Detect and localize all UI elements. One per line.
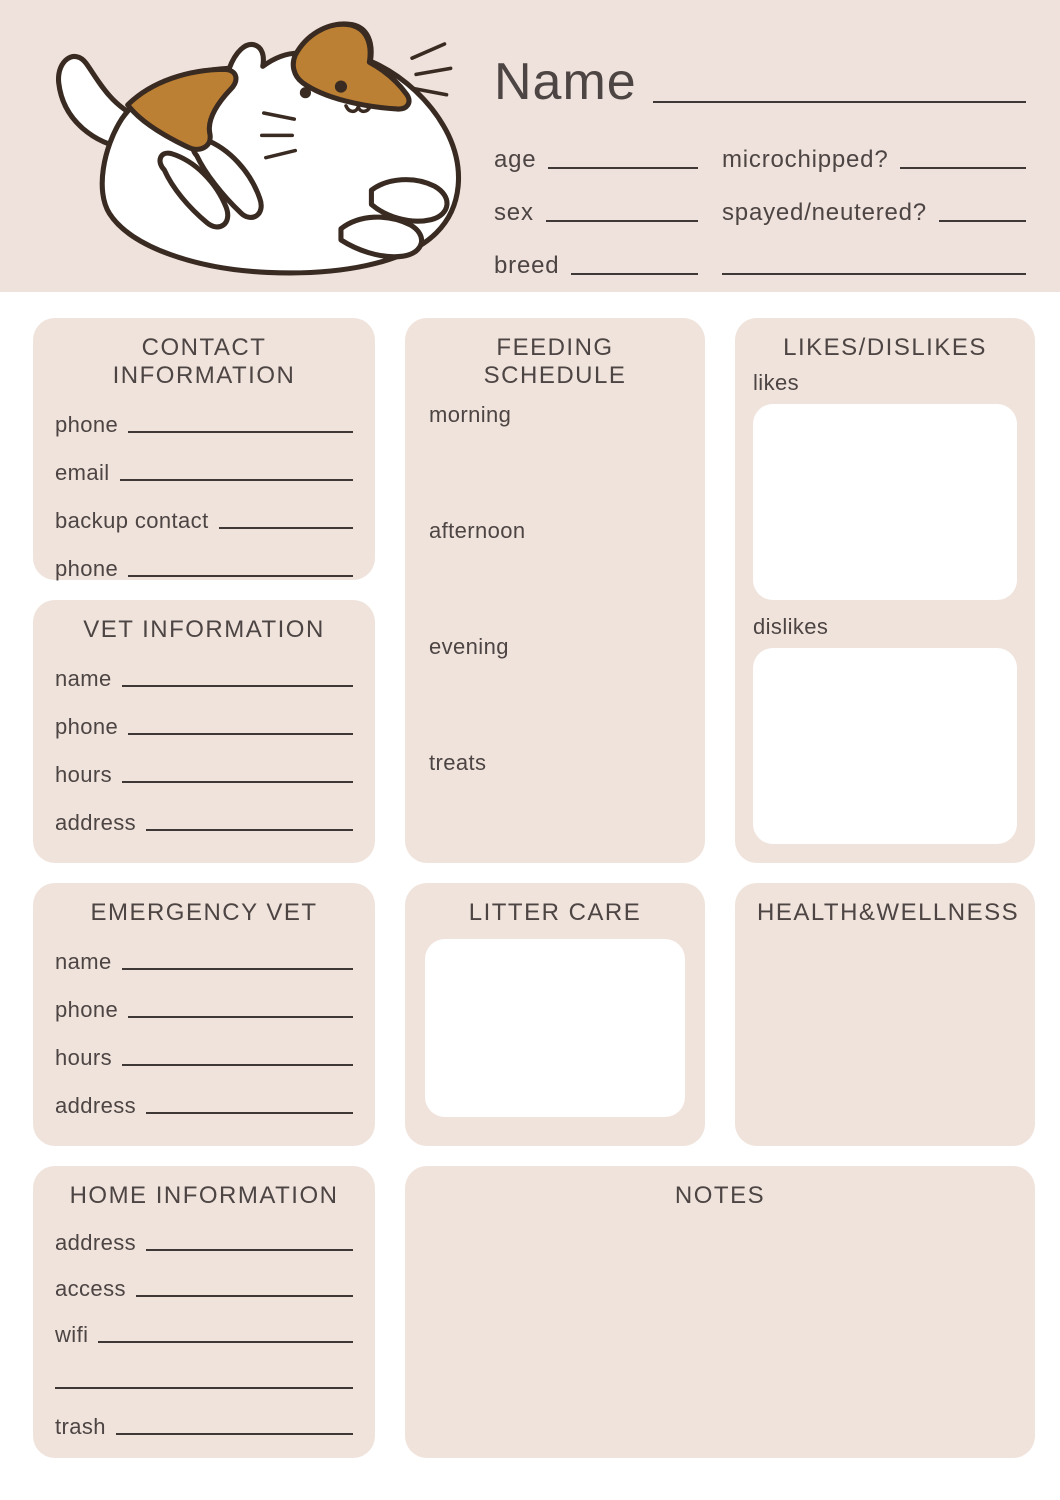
- hours-label: hours: [55, 1045, 113, 1070]
- phone-label: phone: [55, 556, 119, 581]
- email-input-line[interactable]: [120, 479, 353, 481]
- emergency-hours-row: [55, 1023, 353, 1071]
- litter-care-title: LITTER CARE: [468, 899, 642, 926]
- name-label: name: [55, 666, 112, 691]
- emergency-vet-title: EMERGENCY VET: [90, 899, 318, 926]
- home-access-input-line[interactable]: [136, 1295, 353, 1297]
- vet-hours-input-line[interactable]: [122, 781, 353, 783]
- feeding-schedule-title: FEEDING SCHEDULE: [483, 334, 627, 389]
- home-extra-input-line[interactable]: [55, 1387, 353, 1389]
- age-input-line[interactable]: [548, 167, 698, 169]
- cat-whisker: [416, 68, 451, 74]
- phone-input-line[interactable]: [128, 431, 353, 433]
- contact-phone-row: [55, 390, 353, 438]
- vet-information-card: [33, 600, 375, 863]
- dislikes-label: dislikes: [753, 614, 829, 639]
- phone2-input-line[interactable]: [128, 575, 353, 577]
- name-label: Name: [494, 53, 637, 111]
- home-access-row: [55, 1256, 353, 1302]
- vet-phone-row: [55, 692, 353, 740]
- likes-dislikes-title: LIKES/DISLIKES: [783, 334, 987, 361]
- home-wifi-input-line[interactable]: [98, 1341, 353, 1343]
- emergency-name-row: [55, 927, 353, 975]
- evening-label: evening: [429, 634, 509, 659]
- vet-information-title: VET INFORMATION: [83, 616, 325, 643]
- home-extra-line-row: [55, 1348, 353, 1394]
- spayed-neutered-field-row: [722, 195, 1026, 227]
- health-wellness-title: HEALTH&WELLNESS: [757, 899, 1020, 926]
- likes-dislikes-card: [735, 318, 1035, 863]
- home-wifi-row: [55, 1302, 353, 1348]
- email-label: email: [55, 460, 110, 485]
- hours-label: hours: [55, 762, 113, 787]
- home-address-input-line[interactable]: [146, 1249, 353, 1251]
- spayed-neutered-label: spayed/neutered?: [722, 199, 927, 226]
- microchipped-input-line[interactable]: [900, 167, 1026, 169]
- feeding-schedule-card: [405, 318, 705, 863]
- emergency-address-input-line[interactable]: [146, 1112, 353, 1114]
- name-label: name: [55, 949, 112, 974]
- home-information-card: [33, 1166, 375, 1458]
- cards-grid: [33, 318, 1035, 1458]
- vet-name-row: [55, 644, 353, 692]
- sex-label: sex: [494, 199, 534, 226]
- contact-information-title: CONTACT INFORMATION: [112, 334, 296, 389]
- health-wellness-card: [735, 883, 1035, 1146]
- contact-email-row: [55, 438, 353, 486]
- backup-contact-input-line[interactable]: [219, 527, 353, 529]
- cat-eye: [300, 87, 311, 98]
- emergency-vet-card: [33, 883, 375, 1146]
- emergency-phone-row: [55, 975, 353, 1023]
- header-band: [0, 0, 1060, 292]
- home-information-title: HOME INFORMATION: [69, 1182, 339, 1209]
- home-trash-input-line[interactable]: [116, 1433, 353, 1435]
- litter-care-card: [405, 883, 705, 1146]
- breed-input-line[interactable]: [571, 273, 698, 275]
- notes-title: NOTES: [674, 1182, 766, 1209]
- address-label: address: [55, 1093, 137, 1118]
- phone-label: phone: [55, 997, 119, 1022]
- treats-label: treats: [429, 750, 487, 775]
- wifi-label: wifi: [55, 1322, 89, 1347]
- access-label: access: [55, 1276, 126, 1301]
- litter-care-write-in-box[interactable]: [425, 939, 685, 1117]
- vet-name-input-line[interactable]: [122, 685, 353, 687]
- likes-write-in-box[interactable]: [753, 404, 1017, 600]
- contact-information-card: [33, 318, 375, 580]
- vet-address-input-line[interactable]: [146, 829, 353, 831]
- home-address-row: [55, 1210, 353, 1256]
- contact-backup-row: [55, 486, 353, 534]
- address-label: address: [55, 1230, 137, 1255]
- spayed-neutered-input-line[interactable]: [939, 220, 1026, 222]
- cat-whisker: [412, 44, 444, 58]
- cat-eye: [335, 81, 347, 93]
- afternoon-label: afternoon: [429, 518, 526, 543]
- name-input-line[interactable]: [653, 101, 1026, 103]
- home-trash-row: [55, 1394, 353, 1440]
- emergency-name-input-line[interactable]: [122, 968, 353, 970]
- backup-contact-label: backup contact: [55, 508, 209, 533]
- breed-extra-line-row: [722, 248, 1026, 280]
- contact-phone2-row: [55, 534, 353, 582]
- age-field-row: [494, 142, 698, 174]
- phone-label: phone: [55, 412, 119, 437]
- dislikes-write-in-box[interactable]: [753, 648, 1017, 844]
- emergency-hours-input-line[interactable]: [122, 1064, 353, 1066]
- microchipped-field-row: [722, 142, 1026, 174]
- breed-label: breed: [494, 252, 560, 279]
- breed-field-row: [494, 248, 698, 280]
- age-label: age: [494, 146, 537, 173]
- sex-input-line[interactable]: [546, 220, 698, 222]
- breed-extra-input-line[interactable]: [722, 273, 1026, 275]
- emergency-address-row: [55, 1071, 353, 1119]
- address-label: address: [55, 810, 137, 835]
- notes-card[interactable]: [405, 1166, 1035, 1458]
- emergency-phone-input-line[interactable]: [128, 1016, 353, 1018]
- cat-illustration: [14, 4, 476, 286]
- trash-label: trash: [55, 1414, 106, 1439]
- name-field-row: [494, 52, 1026, 112]
- vet-address-row: [55, 788, 353, 836]
- likes-label: likes: [753, 370, 800, 395]
- microchipped-label: microchipped?: [722, 146, 889, 173]
- vet-hours-row: [55, 740, 353, 788]
- vet-phone-input-line[interactable]: [128, 733, 353, 735]
- sex-field-row: [494, 195, 698, 227]
- morning-label: morning: [429, 402, 512, 427]
- phone-label: phone: [55, 714, 119, 739]
